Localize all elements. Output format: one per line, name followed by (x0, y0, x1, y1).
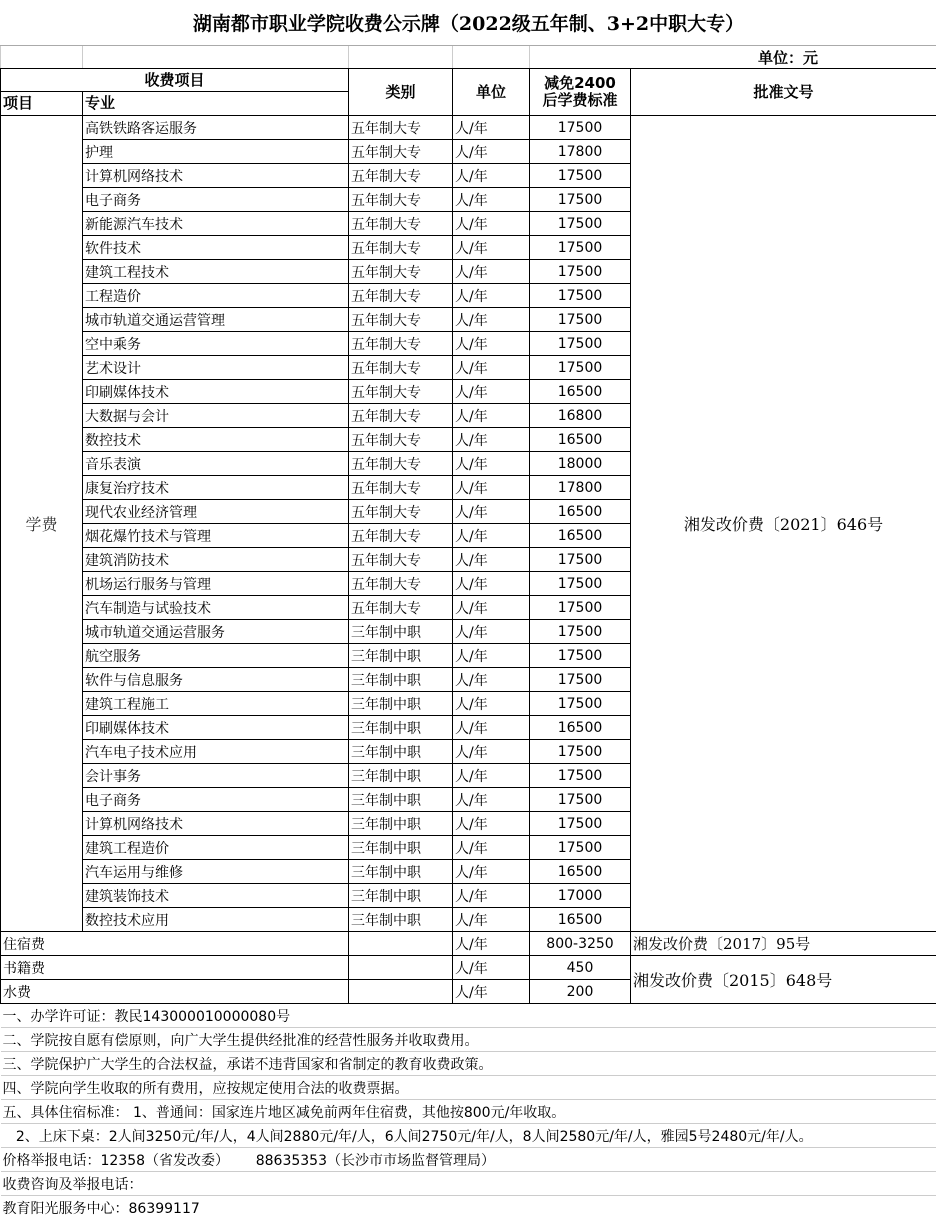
unit-cell: 人/年 (453, 860, 530, 884)
fee-cell: 16500 (530, 860, 631, 884)
unit-cell: 人/年 (453, 116, 530, 140)
header-fee-line2: 后学费标准 (542, 91, 618, 109)
water-unit: 人/年 (453, 980, 530, 1004)
major-cell: 城市轨道交通运营服务 (83, 620, 349, 644)
fee-cell: 17500 (530, 692, 631, 716)
major-cell: 计算机网络技术 (83, 812, 349, 836)
major-cell: 会计事务 (83, 764, 349, 788)
unit-cell: 人/年 (453, 788, 530, 812)
major-cell: 软件与信息服务 (83, 668, 349, 692)
header-fee-line1: 减免2400 (544, 74, 616, 92)
unit-cell: 人/年 (453, 716, 530, 740)
major-cell: 软件技术 (83, 236, 349, 260)
water-fee: 200 (530, 980, 631, 1004)
books-fee: 450 (530, 956, 631, 980)
major-cell: 电子商务 (83, 188, 349, 212)
fee-cell: 17500 (530, 764, 631, 788)
major-cell: 烟花爆竹技术与管理 (83, 524, 349, 548)
unit-cell: 人/年 (453, 908, 530, 932)
fee-cell: 17500 (530, 668, 631, 692)
major-cell: 航空服务 (83, 644, 349, 668)
note-line: 四、学院向学生收取的所有费用，应按规定使用合法的收费票据。 (1, 1076, 936, 1100)
fee-cell: 17500 (530, 116, 631, 140)
table-row (1, 116, 936, 140)
fee-cell: 16500 (530, 716, 631, 740)
major-cell: 大数据与会计 (83, 404, 349, 428)
header-approval: 批准文号 (631, 69, 936, 116)
category-cell: 五年制大专 (349, 164, 453, 188)
fee-cell: 17500 (530, 260, 631, 284)
major-cell: 高铁铁路客运服务 (83, 116, 349, 140)
unit-cell: 人/年 (453, 596, 530, 620)
fee-cell: 16500 (530, 524, 631, 548)
unit-cell: 人/年 (453, 188, 530, 212)
major-cell: 数控技术应用 (83, 908, 349, 932)
category-cell: 三年制中职 (349, 716, 453, 740)
category-cell: 五年制大专 (349, 356, 453, 380)
unit-cell: 人/年 (453, 620, 530, 644)
category-cell: 五年制大专 (349, 284, 453, 308)
accommodation-fee: 800-3250 (530, 932, 631, 956)
major-cell: 建筑装饰技术 (83, 884, 349, 908)
unit-cell: 人/年 (453, 212, 530, 236)
category-cell: 五年制大专 (349, 476, 453, 500)
header-fee-item: 收费项目 (1, 69, 349, 92)
fee-cell: 17500 (530, 284, 631, 308)
category-cell: 五年制大专 (349, 332, 453, 356)
major-cell: 电子商务 (83, 788, 349, 812)
unit-cell: 人/年 (453, 140, 530, 164)
fee-cell: 16500 (530, 908, 631, 932)
fee-cell: 17500 (530, 236, 631, 260)
major-cell: 新能源汽车技术 (83, 212, 349, 236)
category-cell: 三年制中职 (349, 740, 453, 764)
note-line: 收费咨询及举报电话： (1, 1172, 936, 1196)
accommodation-unit: 人/年 (453, 932, 530, 956)
fee-cell: 17500 (530, 836, 631, 860)
category-cell: 三年制中职 (349, 860, 453, 884)
fee-cell: 16800 (530, 404, 631, 428)
category-cell: 五年制大专 (349, 404, 453, 428)
unit-cell: 人/年 (453, 236, 530, 260)
major-cell: 艺术设计 (83, 356, 349, 380)
category-cell: 三年制中职 (349, 812, 453, 836)
category-cell: 三年制中职 (349, 764, 453, 788)
fee-cell: 17500 (530, 596, 631, 620)
unit-cell: 人/年 (453, 476, 530, 500)
header-unit: 单位 (453, 69, 530, 116)
category-cell: 三年制中职 (349, 644, 453, 668)
books-unit: 人/年 (453, 956, 530, 980)
unit-cell: 人/年 (453, 884, 530, 908)
unit-cell: 人/年 (453, 740, 530, 764)
category-cell: 五年制大专 (349, 500, 453, 524)
major-cell: 汽车电子技术应用 (83, 740, 349, 764)
note-line: 二、学院按自愿有偿原则，向广大学生提供经批准的经营性服务并收取费用。 (1, 1028, 936, 1052)
unit-cell: 人/年 (453, 764, 530, 788)
category-cell: 五年制大专 (349, 308, 453, 332)
books-water-approval: 湘发改价费〔2015〕648号 (631, 956, 936, 1004)
unit-cell: 人/年 (453, 524, 530, 548)
fee-cell: 18000 (530, 452, 631, 476)
fee-cell: 17500 (530, 188, 631, 212)
note-line: 三、学院保护广大学生的合法权益，承诺不违背国家和省制定的教育收费政策。 (1, 1052, 936, 1076)
category-cell: 三年制中职 (349, 836, 453, 860)
category-cell: 三年制中职 (349, 908, 453, 932)
category-cell: 三年制中职 (349, 884, 453, 908)
major-cell: 护理 (83, 140, 349, 164)
category-cell: 五年制大专 (349, 596, 453, 620)
category-cell: 五年制大专 (349, 212, 453, 236)
category-cell: 三年制中职 (349, 692, 453, 716)
major-cell: 建筑消防技术 (83, 548, 349, 572)
fee-cell: 17500 (530, 740, 631, 764)
unit-cell: 人/年 (453, 692, 530, 716)
fee-cell: 17500 (530, 572, 631, 596)
unit-cell: 人/年 (453, 164, 530, 188)
major-cell: 城市轨道交通运营管理 (83, 308, 349, 332)
unit-cell: 人/年 (453, 572, 530, 596)
header-fee-standard (530, 69, 631, 116)
unit-cell: 人/年 (453, 500, 530, 524)
note-line: 2、上床下桌：2人间3250元/年/人，4人间2880元/年/人，6人间2750元/年/人，8人间2580元/年/人，雅园5号2480元/年/人。 (1, 1124, 936, 1148)
category-cell: 五年制大专 (349, 428, 453, 452)
major-cell: 工程造价 (83, 284, 349, 308)
fee-cell: 17800 (530, 140, 631, 164)
category-cell: 三年制中职 (349, 668, 453, 692)
category-cell: 五年制大专 (349, 524, 453, 548)
category-cell: 五年制大专 (349, 452, 453, 476)
note-line: 五、具体住宿标准： 1、普通间：国家连片地区减免前两年住宿费，其他按800元/年收取。 (1, 1100, 936, 1124)
unit-label: 单位：元 (530, 46, 936, 69)
category-cell: 五年制大专 (349, 116, 453, 140)
major-cell: 计算机网络技术 (83, 164, 349, 188)
note-line: 一、办学许可证：教民143000010000080号 (1, 1004, 936, 1028)
major-cell: 康复治疗技术 (83, 476, 349, 500)
unit-cell: 人/年 (453, 812, 530, 836)
unit-cell: 人/年 (453, 668, 530, 692)
tuition-approval: 湘发改价费〔2021〕646号 (631, 116, 936, 932)
header-major: 专业 (83, 92, 349, 116)
unit-cell: 人/年 (453, 644, 530, 668)
fee-cell: 17500 (530, 332, 631, 356)
fee-cell: 17500 (530, 212, 631, 236)
category-cell: 五年制大专 (349, 572, 453, 596)
fee-cell: 17500 (530, 356, 631, 380)
unit-cell: 人/年 (453, 836, 530, 860)
accommodation-label: 住宿费 (1, 932, 349, 956)
fee-cell: 17500 (530, 620, 631, 644)
major-cell: 数控技术 (83, 428, 349, 452)
major-cell: 汽车制造与试验技术 (83, 596, 349, 620)
unit-cell: 人/年 (453, 332, 530, 356)
fee-cell: 17500 (530, 308, 631, 332)
major-cell: 建筑工程施工 (83, 692, 349, 716)
category-cell: 三年制中职 (349, 788, 453, 812)
fee-cell: 17000 (530, 884, 631, 908)
fee-cell: 16500 (530, 428, 631, 452)
unit-cell: 人/年 (453, 548, 530, 572)
major-cell: 空中乘务 (83, 332, 349, 356)
note-line: 价格举报电话：12358（省发改委） 88635353（长沙市市场监督管理局） (1, 1148, 936, 1172)
unit-cell: 人/年 (453, 260, 530, 284)
category-cell: 五年制大专 (349, 140, 453, 164)
accommodation-approval: 湘发改价费〔2017〕95号 (631, 932, 936, 956)
major-cell: 建筑工程造价 (83, 836, 349, 860)
major-cell: 音乐表演 (83, 452, 349, 476)
major-cell: 建筑工程技术 (83, 260, 349, 284)
major-cell: 机场运行服务与管理 (83, 572, 349, 596)
category-cell: 五年制大专 (349, 188, 453, 212)
major-cell: 印刷媒体技术 (83, 380, 349, 404)
page-title: 湖南都市职业学院收费公示牌（2022级五年制、3+2中职大专） (1, 0, 936, 46)
fee-cell: 17500 (530, 812, 631, 836)
fee-cell: 16500 (530, 500, 631, 524)
unit-cell: 人/年 (453, 308, 530, 332)
category-cell: 五年制大专 (349, 236, 453, 260)
fee-cell: 16500 (530, 380, 631, 404)
water-label: 水费 (1, 980, 349, 1004)
category-cell: 五年制大专 (349, 548, 453, 572)
unit-cell: 人/年 (453, 284, 530, 308)
unit-cell: 人/年 (453, 356, 530, 380)
major-cell: 印刷媒体技术 (83, 716, 349, 740)
books-label: 书籍费 (1, 956, 349, 980)
category-cell: 三年制中职 (349, 620, 453, 644)
category-cell: 五年制大专 (349, 380, 453, 404)
major-cell: 现代农业经济管理 (83, 500, 349, 524)
header-category: 类别 (349, 69, 453, 116)
fee-cell: 17500 (530, 164, 631, 188)
unit-cell: 人/年 (453, 380, 530, 404)
major-cell: 汽车运用与维修 (83, 860, 349, 884)
tuition-label: 学费 (1, 116, 83, 932)
fee-cell: 17500 (530, 548, 631, 572)
header-project: 项目 (1, 92, 83, 116)
fee-cell: 17800 (530, 476, 631, 500)
unit-cell: 人/年 (453, 404, 530, 428)
fee-cell: 17500 (530, 788, 631, 812)
unit-cell: 人/年 (453, 428, 530, 452)
unit-cell: 人/年 (453, 452, 530, 476)
category-cell: 五年制大专 (349, 260, 453, 284)
note-line: 教育阳光服务中心：86399117 (2, 1200, 200, 1217)
fee-cell: 17500 (530, 644, 631, 668)
